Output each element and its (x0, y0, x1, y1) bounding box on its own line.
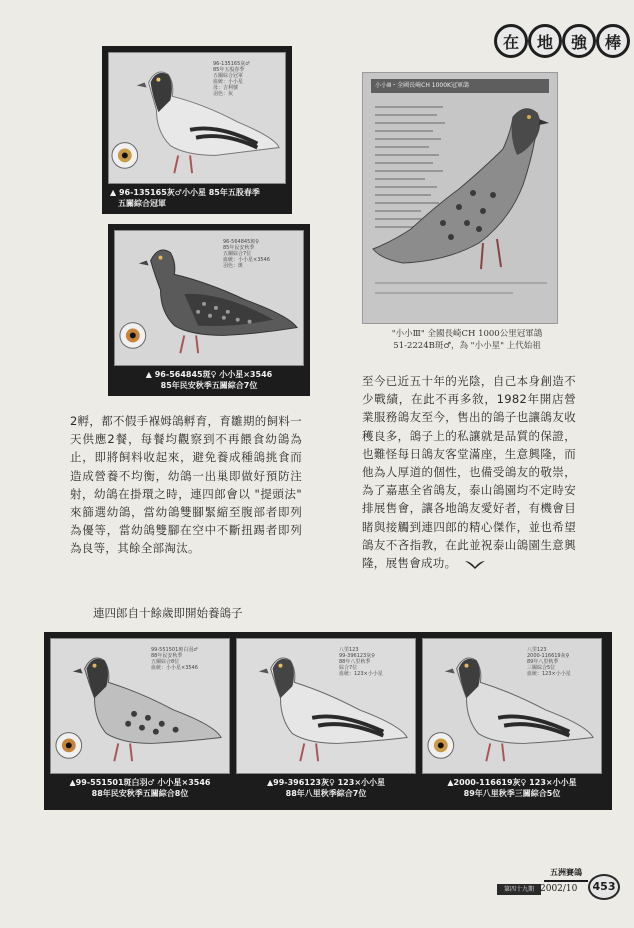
article-text-right (362, 372, 576, 572)
page-number: 453 (588, 874, 620, 900)
magazine-logo: 五洲賽鴿 (544, 866, 588, 882)
pigeon-photo (114, 230, 304, 366)
caption-line: 51-2224B斑♂，為 "小小星" 上代始祖 (393, 341, 541, 351)
caption-line: 85年民安秋季五關綜合7位 (160, 381, 258, 390)
caption-line: 89年八里秋季三關綜合5位 (463, 789, 561, 798)
pigeon-photo (50, 638, 230, 774)
issue-date: 2002/10 (540, 884, 578, 894)
caption-line: ▲99-396123灰♀ 123×小小星 (266, 778, 386, 787)
caption-line: 五關綜合冠軍 (118, 199, 166, 208)
header-badge: 強 (562, 24, 596, 58)
photo-caption (108, 184, 286, 212)
caption-line: 88年八里秋季綜合7位 (285, 789, 367, 798)
pigeon-photo-card-2 (108, 224, 310, 396)
photo-caption (236, 774, 416, 802)
caption-line: ▲2000-116619灰♀ 123×小小星 (447, 778, 577, 787)
header-badge: 地 (528, 24, 562, 58)
caption-line: ▲ 96-135165灰♂小小星 85年五股春季 (110, 188, 260, 197)
bottom-photo-strip (44, 632, 612, 810)
certificate-illustration (363, 73, 558, 324)
certificate-image (362, 72, 558, 324)
pedigree-notes: 96-564845斑♀ 85年民安秋季 五關綜合7位 血統：小小星×3546 羽色：斑 (223, 239, 270, 269)
pigeon-photo-card-5 (422, 638, 602, 804)
pigeon-photo (236, 638, 416, 774)
pedigree-notes: 96-135165灰♂ 85年五股春季 五關綜合冠軍 血統：小小星 母：吉利號 羽色：灰 (213, 61, 250, 97)
caption-line: "小小Ⅲ" 全國長崎CH 1000公里冠軍鴿 (391, 329, 543, 339)
header-badge: 在 (494, 24, 528, 58)
pigeon-photo (108, 52, 286, 184)
pigeon-photo-card-4 (236, 638, 416, 804)
pigeon-photo-card-3 (50, 638, 230, 804)
photo-caption (50, 774, 230, 802)
pedigree-notes: 八里123 99-396123灰♀ 88年八里秋季 綜合7位 血統：123×小小星 (339, 647, 383, 677)
section-header-badges (494, 24, 634, 58)
issue-label: 第四十九期 (497, 884, 541, 895)
article-paragraph: 至今已近五十年的光陰，自己本身創造不少戰績，在此不再多敘，1982年開店營業服務鴿友至今，售出的鴿子也讓鴿友收穫良多，鴿子上的私讓就是品質的保證，也難怪每日鴿友客堂滿座，生意興隆，而他為人厚道的個性，也備受鴿友的敬崇，為了嘉惠全省鴿友，泰山鴿園均不定時安排展售會，讓各地鴿友愛好者，有機會目睹與接觸到連四郎的精心傑作，並也希望鴿友不吝指教，在此並祝泰山鴿園生意興隆，展售會成功。 (362, 374, 576, 571)
photo-caption (114, 366, 304, 394)
caption-line: 88年民安秋季五關綜合8位 (91, 789, 189, 798)
certificate-caption (362, 328, 572, 352)
end-mark-icon (464, 559, 486, 569)
pedigree-notes: 99-551501斑白羽♂ 88年民安秋季 五關綜合8位 血統：小小星×3546 (151, 647, 198, 671)
pigeon-photo-card-1 (102, 46, 292, 214)
article-text-left (70, 412, 302, 558)
article-paragraph: 2孵，都不假手褓姆鴿孵育，育雛期的飼料一天供應2餐，每餐均觀察到不再餵食幼鴿為止，即將飼料收起來，避免養成種鴿挑食而造成營養不均衡，幼鴿一出巢即做好預防注射，幼鴿在掛環之時，連四郎會以 "提頭法" 來篩選幼鴿，當幼鴿雙腳緊縮至腹部者即列為優等，當幼鴿雙腳在空中不斷扭踢者即列為良等，其餘全部淘汰。 (70, 414, 302, 556)
pigeon-photo (422, 638, 602, 774)
photo-caption (422, 774, 602, 802)
article-paragraph-start: 連四郎自十餘歲即開始養鴿子 (93, 606, 243, 620)
caption-line: ▲ 96-564845斑♀ 小小星×3546 (145, 370, 273, 379)
certificate-header: 小小Ⅲ・全國長崎CH 1000K冠軍鴿 (371, 79, 549, 93)
header-badge: 棒 (596, 24, 630, 58)
caption-line: ▲99-551501斑白羽♂ 小小星×3546 (69, 778, 211, 787)
pedigree-notes: 八里123 2000-116619灰♀ 89年八里秋季 三關綜合5位 血統：123×小小星 (527, 647, 571, 677)
